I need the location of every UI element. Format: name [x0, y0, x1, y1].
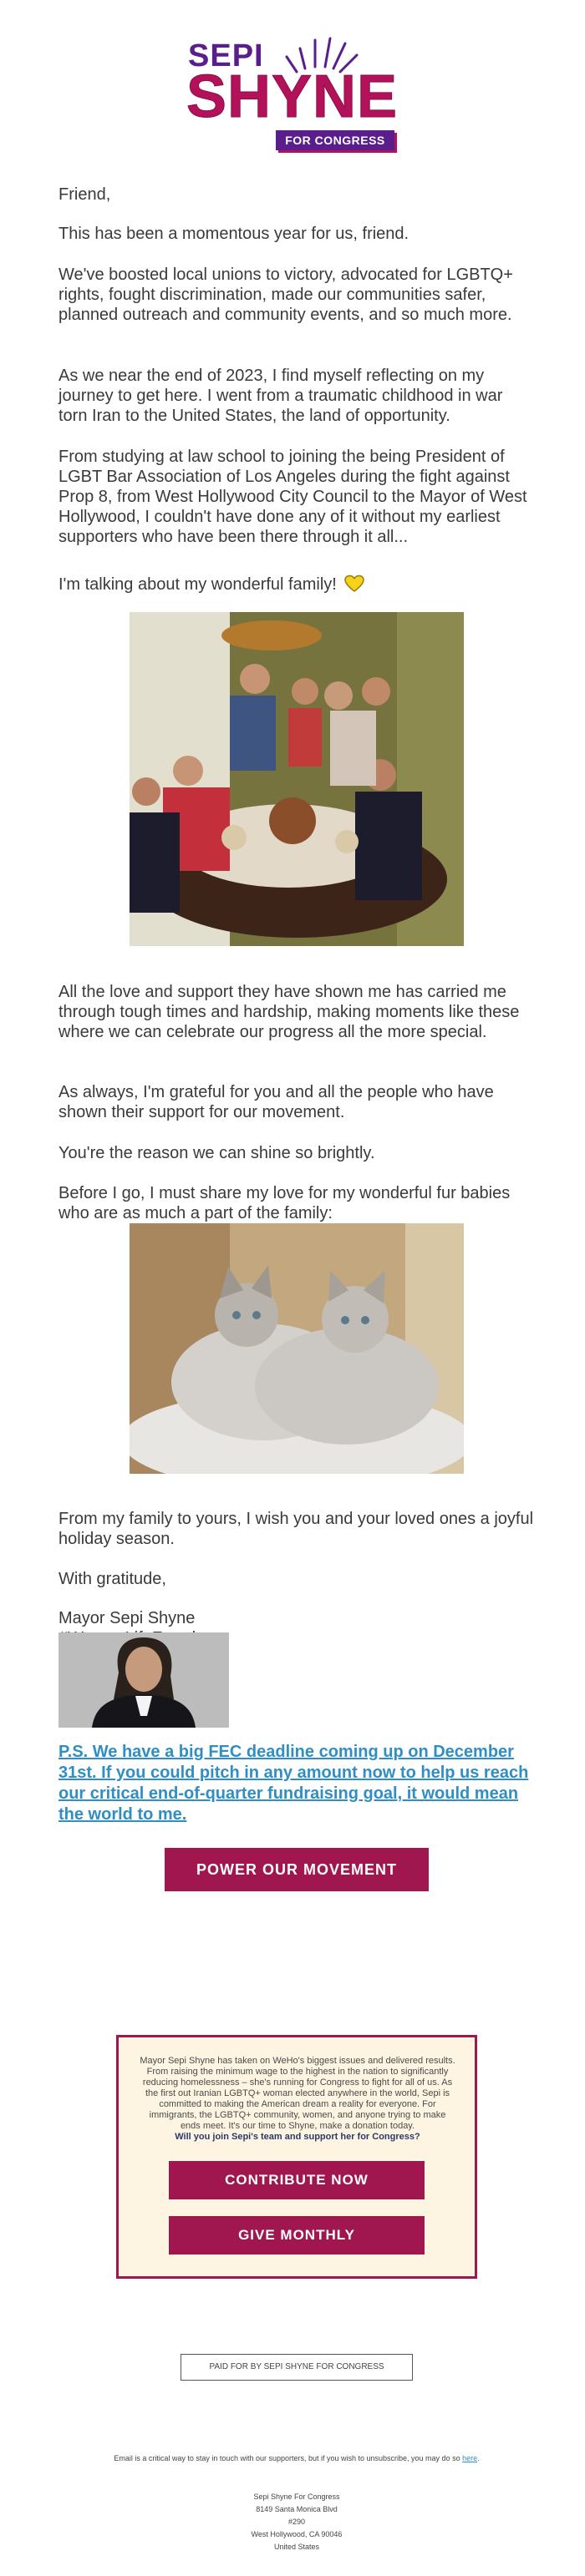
address-line: West Hollywood, CA 90046: [251, 2530, 343, 2538]
power-our-movement-button[interactable]: POWER OUR MOVEMENT: [165, 1848, 429, 1891]
paragraph: From studying at law school to joining the being President of LGBT Bar Association of Los Angeles during the fight against Prop 8, from West Hollywood City Council to the Mayor of West Hollywood, I couldn't have done any of it without my earliest supporters who have been there through it all...: [58, 448, 527, 546]
headshot-illustration: [58, 1632, 229, 1728]
paragraph: As we near the end of 2023, I find myself reflecting on my journey to get here. I went from a traumatic childhood in war torn Iran to the United States, the land of opportunity.: [58, 367, 503, 425]
box-body-text: Mayor Sepi Shyne has taken on WeHo's biggest issues and delivered results. From raising the minimum wage to the highest in the nation to significantly reducing homelessness – she's running for Congress to fight for all of us. As the first out Iranian LGBTQ+ woman elected anywhere in the world, Sepi is committed to making the American dream a reality for everyone. For immigrants, the LGBTQ+ community, women, and anyone trying to make ends meet. It's our time to Shyne, make a donation today.: [140, 2056, 455, 2131]
paragraph: As always, I'm grateful for you and all the people who have shown their support for our movement.: [58, 1083, 494, 1121]
address-line: #290: [287, 2518, 306, 2526]
cats-photo-illustration: [130, 1223, 464, 1474]
paragraph: With gratitude,: [58, 1570, 166, 1588]
campaign-logo: [188, 32, 405, 157]
paragraph: From my family to yours, I wish you and your loved ones a joyful holiday season.: [58, 1510, 534, 1548]
unsubscribe-notice: Email is a critical way to stay in touch with our supporters, but if you wish to unsubscribe, you may do so here.: [114, 2454, 480, 2462]
paragraph: You're the reason we can shine so brightly.: [58, 1144, 375, 1162]
family-line: [58, 574, 535, 595]
logo-last-name: SHYNE: [186, 63, 399, 130]
mailing-address: [167, 2491, 426, 2553]
unsubscribe-link[interactable]: here: [462, 2454, 478, 2462]
paragraph: Before I go, I must share my love for my wonderful fur babies who are as much a part of the family:: [58, 1184, 511, 1222]
box-ask-text: Will you join Sepi's team and support her for Congress?: [175, 2132, 420, 2142]
logo-tagline: FOR CONGRESS: [276, 130, 394, 150]
paragraph: We've boosted local unions to victory, advocated for LGBTQ+ rights, fought discrimination, made our communities safer, planned outreach and community events, and so much more.: [58, 266, 513, 324]
paragraph: All the love and support they have shown me has carried me through tough times and hardship, making moments like these where we can celebrate our progress all the more special.: [58, 983, 520, 1041]
paid-for-disclaimer: PAID FOR BY SEPI SHYNE FOR CONGRESS: [181, 2354, 413, 2381]
contribute-now-button[interactable]: CONTRIBUTE NOW: [169, 2161, 425, 2199]
logo-first-name: SEPI: [188, 38, 264, 73]
greeting: Friend,: [58, 185, 111, 204]
paragraph: I'm talking about my wonderful family!: [58, 575, 337, 594]
unsubscribe-text: Email is a critical way to stay in touch with our supporters, but if you wish to unsubscribe, you may do so: [114, 2454, 463, 2462]
family-photo: [130, 612, 464, 946]
paragraph: This has been a momentous year for us, friend.: [58, 225, 410, 243]
address-line: Sepi Shyne For Congress: [253, 2492, 340, 2501]
yellow-heart-icon: [344, 574, 364, 593]
ps-donate-link[interactable]: P.S. We have a big FEC deadline coming up on December 31st. If you could pitch in any amount now to help us reach our critical end-of-quarter fundraising goal, it would mean the world to me.: [58, 1743, 529, 1824]
signature-name: Mayor Sepi Shyne: [58, 1609, 196, 1627]
address-line: 8149 Santa Monica Blvd: [256, 2505, 338, 2513]
address-line: United States: [273, 2543, 320, 2551]
donate-box: [116, 2035, 477, 2279]
give-monthly-button[interactable]: GIVE MONTHLY: [169, 2216, 425, 2255]
box-description: [139, 2056, 456, 2143]
cats-photo: [130, 1223, 464, 1474]
headshot-photo: [58, 1632, 229, 1728]
family-photo-illustration: [130, 612, 464, 946]
